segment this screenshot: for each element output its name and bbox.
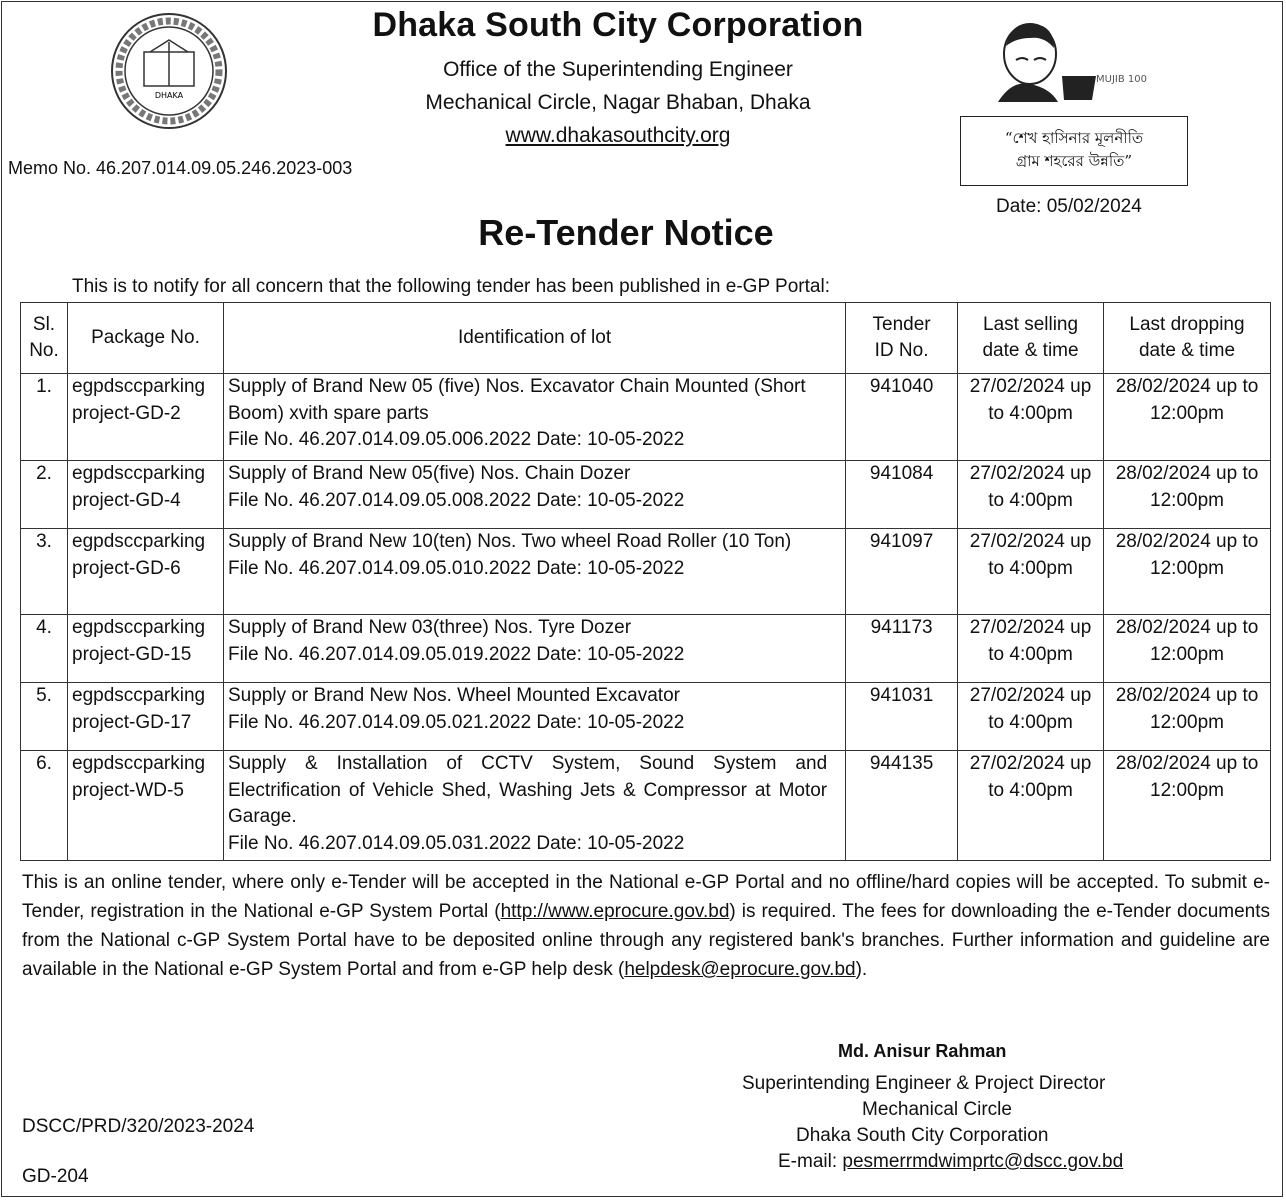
intro-text: This is to notify for all concern that the following tender has been published in e-GP Portal: bbox=[72, 276, 830, 297]
tender-table bbox=[20, 302, 1271, 861]
notice-title: Re-Tender Notice bbox=[478, 212, 774, 253]
cell-sl: 1. bbox=[21, 374, 68, 461]
lot-description: Supply of Brand New 05 (five) Nos. Excavator Chain Mounted (Short Boom) xvith spare parts bbox=[227, 376, 806, 424]
instructions-paragraph bbox=[22, 868, 1270, 984]
cell-lot bbox=[223, 615, 845, 683]
helpdesk-email-link[interactable]: helpdesk@eprocure.gov.bd bbox=[624, 959, 856, 980]
cell-selling: 27/02/2024 up to 4:00pm bbox=[958, 529, 1104, 615]
cell-lot bbox=[223, 751, 845, 861]
notice-date: Date: 05/02/2024 bbox=[996, 196, 1142, 217]
table-row bbox=[21, 751, 1271, 861]
cell-dropping: 28/02/2024 up to 12:00pm bbox=[1104, 615, 1271, 683]
lot-file: File No. 46.207.014.09.05.031.2022 Date: 10-05-2022 bbox=[227, 832, 685, 854]
memo-number: Memo No. 46.207.014.09.05.246.2023-003 bbox=[8, 158, 353, 178]
mujib-100-logo bbox=[992, 16, 1147, 106]
header-package: Package No. bbox=[68, 303, 224, 374]
signatory-email bbox=[778, 1151, 1123, 1173]
cell-dropping: 28/02/2024 up to 12:00pm bbox=[1104, 461, 1271, 529]
table-row bbox=[21, 374, 1271, 461]
table-row bbox=[21, 615, 1271, 683]
email-label: E-mail: bbox=[778, 1151, 843, 1172]
cell-dropping: 28/02/2024 up to 12:00pm bbox=[1104, 751, 1271, 861]
cell-package: egpdsccparking project-WD-5 bbox=[68, 751, 224, 861]
lot-description: Supply & Installation of CCTV System, Sound System and Electrification of Vehicle Shed, Washing Jets & Compressor at Motor Garage. bbox=[227, 753, 828, 827]
lot-description: Supply or Brand New Nos. Wheel Mounted Excavator bbox=[227, 685, 680, 706]
cell-selling: 27/02/2024 up to 4:00pm bbox=[958, 461, 1104, 529]
quote-line-1: “শেখ হাসিনার মূলনীতি bbox=[1004, 129, 1144, 147]
paragraph-text-3: ). bbox=[855, 959, 868, 980]
cell-selling: 27/02/2024 up to 4:00pm bbox=[958, 683, 1104, 751]
paragraph-text-2: ) is required. The fees for downloading the e-Tender documents from the National c-GP System Portal have to be deposited online through any registered bank's branches. Further information and guideline are available in the National e-GP System Portal and from e-GP help desk ( bbox=[22, 901, 1271, 980]
cell-dropping: 28/02/2024 up to 12:00pm bbox=[1104, 374, 1271, 461]
cell-sl: 2. bbox=[21, 461, 68, 529]
lot-file: File No. 46.207.014.09.05.010.2022 Date: 10-05-2022 bbox=[227, 557, 685, 579]
office-address: Mechanical Circle, Nagar Bhaban, Dhaka bbox=[425, 91, 811, 114]
cell-selling: 27/02/2024 up to 4:00pm bbox=[958, 615, 1104, 683]
lot-file: File No. 46.207.014.09.05.008.2022 Date: 10-05-2022 bbox=[227, 489, 685, 511]
lot-description: Supply of Brand New 03(three) Nos. Tyre Dozer bbox=[227, 617, 632, 638]
signatory-circle: Mechanical Circle bbox=[862, 1099, 1012, 1120]
cell-selling: 27/02/2024 up to 4:00pm bbox=[958, 751, 1104, 861]
table-header-row bbox=[21, 303, 1271, 374]
gd-number: GD-204 bbox=[22, 1166, 89, 1187]
cell-tender-id: 941040 bbox=[846, 374, 958, 461]
table-row bbox=[21, 529, 1271, 615]
table-row bbox=[21, 683, 1271, 751]
website-link[interactable]: www.dhakasouthcity.org bbox=[505, 124, 731, 147]
cell-package: egpdsccparking project-GD-15 bbox=[68, 615, 224, 683]
lot-description: Supply of Brand New 05(five) Nos. Chain Dozer bbox=[227, 463, 631, 484]
header-selling: Last selling date & time bbox=[958, 303, 1104, 374]
header-dropping: Last dropping date & time bbox=[1104, 303, 1271, 374]
signatory-title: Superintending Engineer & Project Director bbox=[742, 1073, 1106, 1094]
lot-description: Supply of Brand New 10(ten) Nos. Two wheel Road Roller (10 Ton) bbox=[227, 531, 792, 552]
cell-lot bbox=[223, 683, 845, 751]
quote-line-2: গ্রাম শহরের উন্নতি” bbox=[1015, 152, 1133, 170]
cell-package: egpdsccparking project-GD-2 bbox=[68, 374, 224, 461]
cell-selling: 27/02/2024 up to 4:00pm bbox=[958, 374, 1104, 461]
cell-sl: 6. bbox=[21, 751, 68, 861]
lot-file: File No. 46.207.014.09.05.019.2022 Date: 10-05-2022 bbox=[227, 643, 685, 665]
cell-tender-id: 941173 bbox=[846, 615, 958, 683]
cell-tender-id: 941084 bbox=[846, 461, 958, 529]
cell-package: egpdsccparking project-GD-17 bbox=[68, 683, 224, 751]
lot-file: File No. 46.207.014.09.05.021.2022 Date: 10-05-2022 bbox=[227, 711, 685, 733]
cell-lot bbox=[223, 529, 845, 615]
cell-lot bbox=[223, 461, 845, 529]
header-lot: Identification of lot bbox=[223, 303, 845, 374]
cell-dropping: 28/02/2024 up to 12:00pm bbox=[1104, 529, 1271, 615]
cell-package: egpdsccparking project-GD-6 bbox=[68, 529, 224, 615]
cell-dropping: 28/02/2024 up to 12:00pm bbox=[1104, 683, 1271, 751]
org-name: Dhaka South City Corporation bbox=[372, 6, 864, 44]
cell-sl: 4. bbox=[21, 615, 68, 683]
office-name: Office of the Superintending Engineer bbox=[443, 58, 793, 81]
paragraph-text-1: This is an online tender, where only e-Tender will be accepted in the National e-GP Portal and no offline/hard copies will be accepted. To submit e-Tender, registration in the National e-GP System Portal ( bbox=[22, 872, 1270, 922]
lot-file: File No. 46.207.014.09.05.006.2022 Date: 10-05-2022 bbox=[227, 429, 685, 450]
header-tender-id: Tender ID No. bbox=[846, 303, 958, 374]
mujib-text: MUJIB 100 bbox=[1096, 74, 1147, 85]
quote-box bbox=[960, 116, 1188, 186]
signatory-org: Dhaka South City Corporation bbox=[796, 1125, 1049, 1146]
cell-lot bbox=[223, 374, 845, 461]
header-sl: Sl. No. bbox=[21, 303, 68, 374]
cell-package: egpdsccparking project-GD-4 bbox=[68, 461, 224, 529]
email-link[interactable]: pesmerrmdwimprtc@dscc.gov.bd bbox=[842, 1151, 1124, 1172]
cell-tender-id: 941031 bbox=[846, 683, 958, 751]
cell-tender-id: 944135 bbox=[846, 751, 958, 861]
eprocure-link[interactable]: http://www.eprocure.gov.bd bbox=[500, 901, 730, 922]
cell-tender-id: 941097 bbox=[846, 529, 958, 615]
table-row bbox=[21, 461, 1271, 529]
cell-sl: 5. bbox=[21, 683, 68, 751]
signatory-name: Md. Anisur Rahman bbox=[838, 1041, 1007, 1061]
cell-sl: 3. bbox=[21, 529, 68, 615]
seal-label: DHAKA bbox=[154, 91, 184, 100]
reference-number: DSCC/PRD/320/2023-2024 bbox=[22, 1116, 255, 1137]
